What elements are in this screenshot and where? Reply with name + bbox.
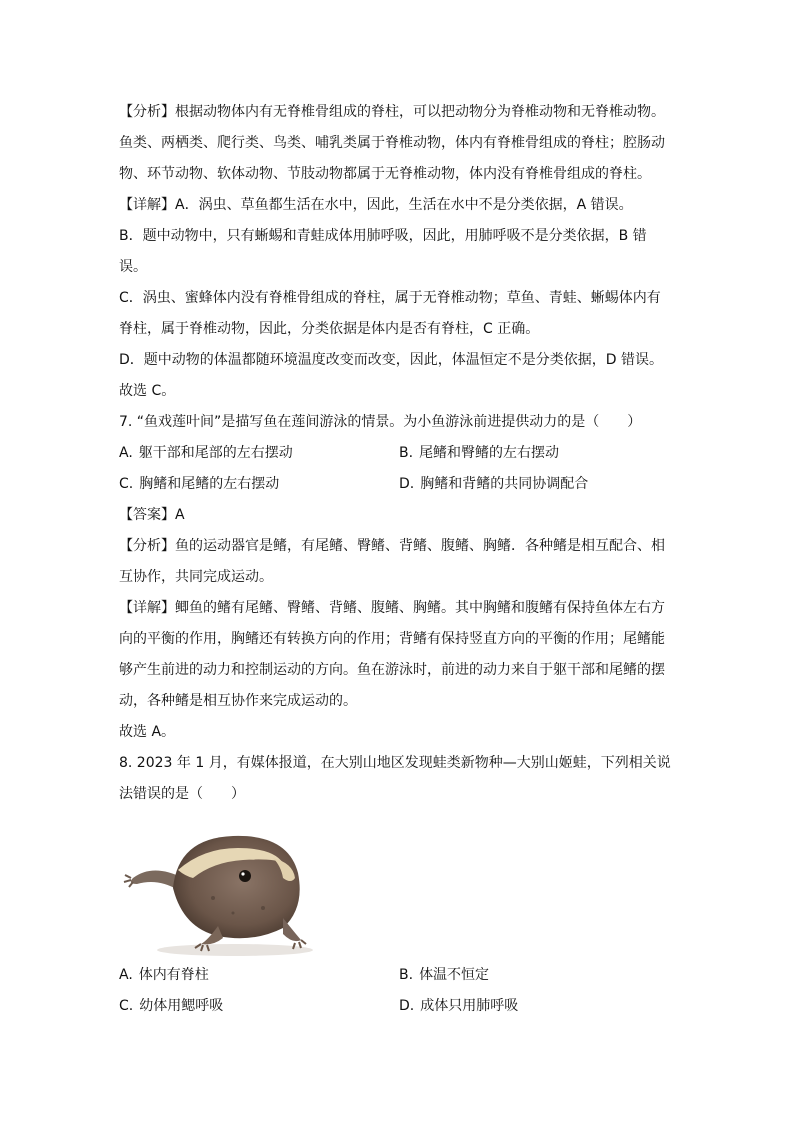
option-row	[119, 991, 679, 1022]
option-a: A. 躯干部和尾部的左右摆动	[119, 445, 293, 461]
option-row	[119, 960, 679, 991]
text-line: D．题中动物的体温都随环境温度改变而改变，因此，体温恒定不是分类依据，D 错误。	[119, 352, 664, 368]
option-row	[119, 438, 679, 469]
option-d: D. 成体只用肺呼吸	[399, 998, 519, 1014]
text-line: 故选 A。	[119, 724, 176, 740]
frog-illustration	[123, 818, 323, 958]
option-c: C. 幼体用鳃呼吸	[119, 998, 224, 1014]
text-line: 【详解】A．涡虫、草鱼都生活在水中，因此，生活在水中不是分类依据，A 错误。	[119, 197, 633, 213]
option-a: A. 体内有脊柱	[119, 967, 209, 983]
text-line: 脊柱，属于脊椎动物，因此，分类依据是体内是否有脊柱，C 正确。	[119, 321, 540, 337]
text-line: C．涡虫、蜜蜂体内没有脊椎骨组成的脊柱，属于无脊椎动物；草鱼、青蛙、蜥蜴体内有	[119, 290, 661, 306]
option-row	[119, 469, 679, 500]
text-line: 鱼类、两栖类、爬行类、鸟类、哺乳类属于脊椎动物，体内有脊椎骨组成的脊柱；腔肠动	[119, 135, 665, 151]
text-line: B．题中动物中，只有蜥蜴和青蛙成体用肺呼吸，因此，用肺呼吸不是分类依据，B 错	[119, 228, 647, 244]
text-line: 【详解】鲫鱼的鳍有尾鳍、臀鳍、背鳍、腹鳍、胸鳍。其中胸鳍和腹鳍有保持鱼体左右方	[119, 600, 665, 616]
text-line: 动，各种鳍是相互协作来完成运动的。	[119, 693, 357, 709]
question-stem: 7. “鱼戏莲叶间”是描写鱼在莲间游泳的情景。为小鱼游泳前进提供动力的是（ ）	[119, 414, 642, 430]
text-line: 【分析】鱼的运动器官是鳍，有尾鳍、臀鳍、背鳍、腹鳍、胸鳍．各种鳍是相互配合、相	[119, 538, 665, 554]
frog-image	[119, 810, 679, 960]
text-line: 向的平衡的作用，胸鳍还有转换方向的作用；背鳍有保持竖直方向的平衡的作用；尾鳍能	[119, 631, 665, 647]
document-page	[119, 97, 679, 1022]
text-line: 够产生前进的动力和控制运动的方向。鱼在游泳时，前进的动力来自于躯干部和尾鳍的摆	[119, 662, 665, 678]
question-stem: 8. 2023 年 1 月，有媒体报道，在大别山地区发现蛙类新物种—大别山姬蛙，下列相关说	[119, 755, 671, 771]
text-line: 物、环节动物、软体动物、节肢动物都属于无脊椎动物，体内没有脊椎骨组成的脊柱。	[119, 166, 651, 182]
option-c: C. 胸鳍和尾鳍的左右摆动	[119, 476, 280, 492]
text-line: 故选 C。	[119, 383, 176, 399]
q6-analysis	[119, 97, 679, 190]
text-line: 【分析】根据动物体内有无脊椎骨组成的脊柱，可以把动物分为脊椎动物和无脊椎动物。	[119, 104, 665, 120]
question-8	[119, 748, 679, 1022]
text-line: 误。	[119, 259, 147, 275]
question-stem: 法错误的是（ ）	[119, 786, 245, 802]
answer-line: 【答案】A	[119, 507, 185, 523]
option-b: B. 体温不恒定	[399, 967, 490, 983]
text-line: 互协作，共同完成运动。	[119, 569, 273, 585]
q6-detail	[119, 190, 679, 407]
option-b: B. 尾鳍和臀鳍的左右摆动	[399, 445, 560, 461]
option-d: D. 胸鳍和背鳍的共同协调配合	[399, 476, 589, 492]
question-7	[119, 407, 679, 748]
